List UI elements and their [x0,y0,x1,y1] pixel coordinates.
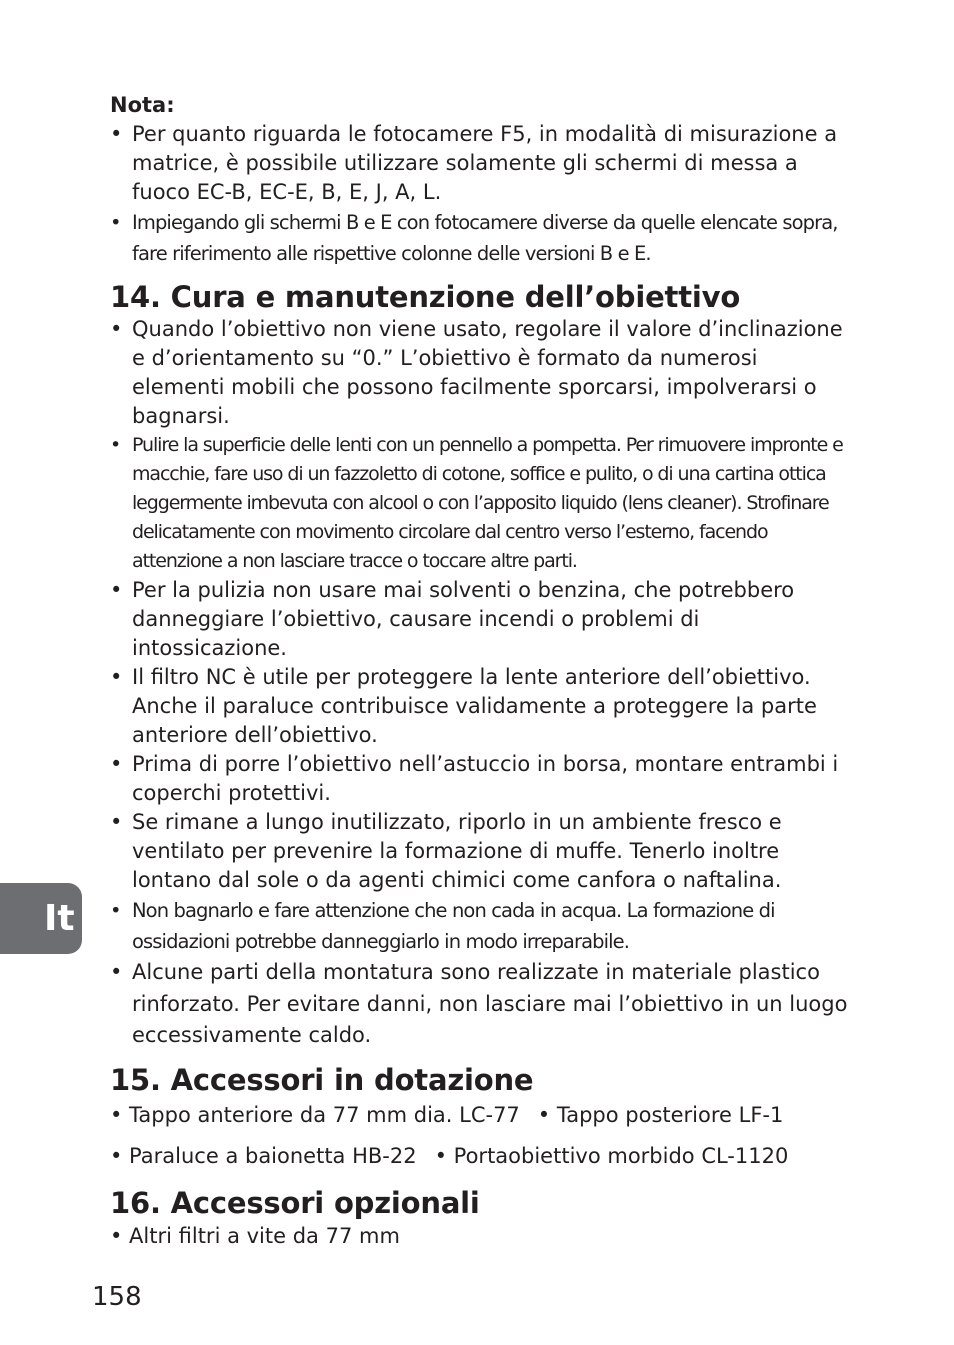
note-item: • Per quanto riguarda le fotocamere F5, in modalità di misurazione a matrice, è possibile utilizzare solamente gli schermi di messa a fuoco EC-B, EC-E, B, E, J, A, L. [110,120,850,207]
accessory-line [110,1100,850,1130]
list-item: • Per la pulizia non usare mai solventi o benzina, che potrebbero danneggiare l’obiettivo, causare incendi o problemi di intossicazione. [110,576,850,663]
note-label: Nota: [110,93,175,117]
page-content [110,90,850,1251]
section-16-title: 16. Accessori opzionali [110,1185,480,1220]
list-item: • Non bagnarlo e fare attenzione che non cada in acqua. La formazione di ossidazioni potrebbe danneggiarlo in modo irreparabile. [110,895,850,957]
list-item: • Quando l’obiettivo non viene usato, regolare il valore d’inclinazione e d’orientamento su “0.” L’obiettivo è formato da numerosi elementi mobili che possono facilmente sporcarsi, impolverarsi o bagnarsi. [110,315,850,431]
accessory-line [110,1221,850,1251]
list-item: • Alcune parti della montatura sono realizzate in materiale plastico rinforzato. Per evitare danni, non lasciare mai l’obiettivo in un luogo eccessivamente caldo. [110,957,850,1052]
list-item: • Pulire la superficie delle lenti con un pennello a pompetta. Per rimuovere impronte e macchie, fare uso di un fazzoletto di cotone, soffice e pulito, o di una cartina ottica leggermente imbevuta con alcool o con l’apposito liquido (lens cleaner). Strofinare delicatamente con movimento circolare dal centro verso l’esterno, facendo attenzione a non lasciare tracce o toccare altre parti. [110,431,850,576]
accessory-item: • Altri filtri a vite da 77 mm [110,1223,400,1248]
list-item: • Prima di porre l’obiettivo nell’astuccio in borsa, montare entrambi i coperchi protettivi. [110,750,850,808]
page-number: 158 [92,1282,142,1312]
note-list [110,120,850,269]
accessory-line [110,1141,850,1171]
note-item: • Impiegando gli schermi B e E con fotocamere diverse da quelle elencate sopra, fare riferimento alle rispettive colonne delle versioni B e E. [110,207,850,269]
language-tab: It [0,883,82,954]
list-item: • Se rimane a lungo inutilizzato, riporlo in un ambiente fresco e ventilato per prevenire la formazione di muffe. Tenerlo inoltre lontano dal sole o da agenti chimici come canfora o naftalina. [110,808,850,895]
list-item: • Il filtro NC è utile per proteggere la lente anteriore dell’obiettivo. Anche il paraluce contribuisce validamente a proteggere la parte anteriore dell’obiettivo. [110,663,850,750]
accessory-item: • Tappo anteriore da 77 mm dia. LC-77 [110,1102,520,1127]
section-14-list [110,315,850,1052]
accessory-item: • Tappo posteriore LF-1 [537,1102,784,1127]
accessory-item: • Paraluce a baionetta HB-22 [110,1143,417,1168]
accessory-item: • Portaobiettivo morbido CL-1120 [434,1143,789,1168]
section-14-title: 14. Cura e manutenzione dell’obiettivo [110,280,741,314]
section-15-title: 15. Accessori in dotazione [110,1062,534,1097]
